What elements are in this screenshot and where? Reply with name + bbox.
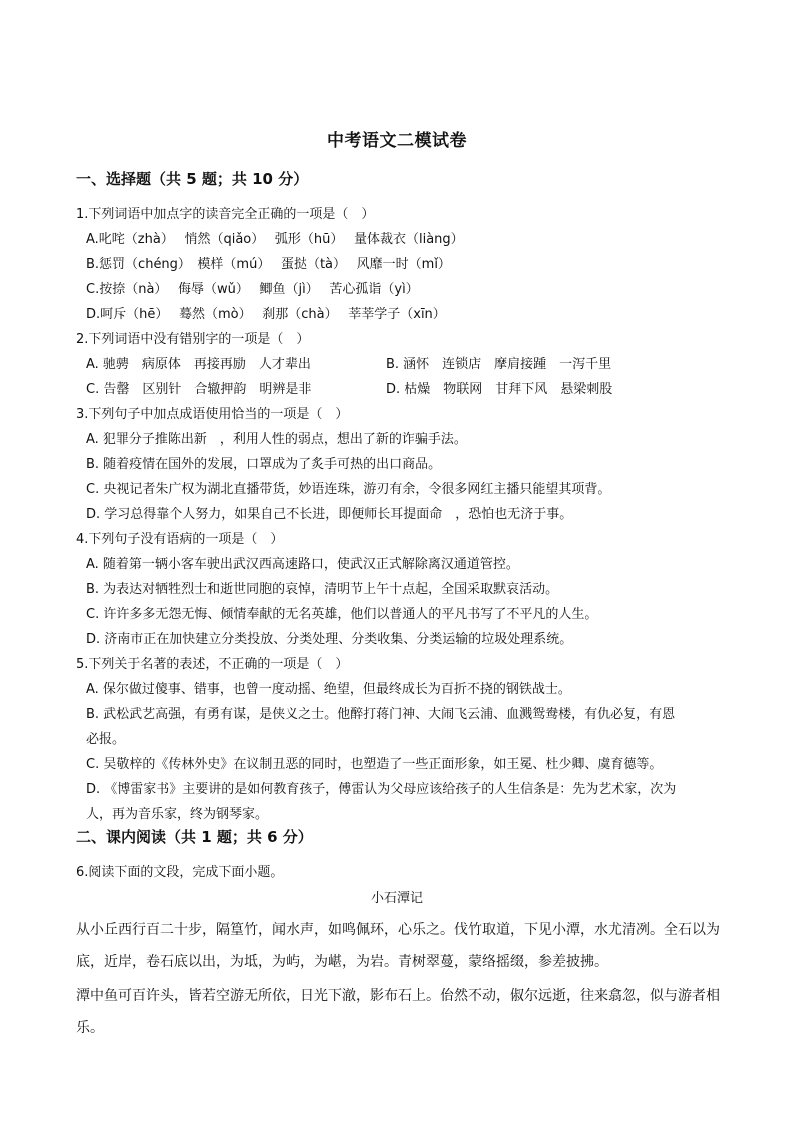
- question-6-stem: 6.阅读下面的文段，完成下面小题。: [76, 865, 284, 880]
- question-5-option-b-line1: B. 武松武艺高强，有勇有谋，是侠义之士。他醉打蒋门神、大闹飞云浦、血溅鸳鸯楼，有仇必复，有恩: [86, 707, 676, 722]
- question-5-option-a: A. 保尔做过傻事、错事，也曾一度动摇、绝望，但最终成长为百折不挠的钢铁战士。: [86, 682, 571, 697]
- question-1-option-c: C.按捺（nà） 侮辱（wǔ） 鲫鱼（jì） 苦心孤诣（yì）: [86, 282, 419, 297]
- question-3-option-b: B. 随着疫情在国外的发展，口罩成为了炙手可热的出口商品。: [86, 457, 442, 472]
- page-title: 中考语文二模试卷: [327, 131, 467, 151]
- section-heading-choice: 一、选择题（共 5 题；共 10 分）: [76, 170, 309, 188]
- question-2-stem: 2.下列词语中没有错别字的一项是（ ）: [76, 332, 310, 347]
- question-1-option-a: A.叱咤（zhà） 悄然（qiǎo） 弧形（hū） 量体裁衣（liàng）: [86, 232, 464, 247]
- question-1-option-d: D.呵斥（hē） 蓦然（mò） 刹那（chà） 莘莘学子（xīn）: [86, 307, 446, 322]
- passage-line-1: 从小丘西行百二十步，隔篁竹，闻水声，如鸣佩环，心乐之。伐竹取道，下见小潭，水尤清冽。全石以为: [76, 922, 720, 938]
- question-4-option-a: A. 随着第一辆小客车驶出武汉西高速路口，使武汉正式解除离汉通道管控。: [86, 557, 519, 572]
- question-5-stem: 5.下列关于名著的表述，不正确的一项是（ ）: [76, 657, 349, 672]
- passage-line-2: 底，近岸，卷石底以出，为坻，为屿，为嵁，为岩。青树翠蔓，蒙络摇缀，参差披拂。: [76, 954, 608, 970]
- question-5-option-d-line1: D. 《博雷家书》主要讲的是如何教育孩子，傅雷认为父母应该给孩子的人生信条是：先为艺术家，次为: [86, 782, 677, 797]
- passage-title: 小石潭记: [370, 891, 423, 906]
- question-4-stem: 4.下列句子没有语病的一项是（ ）: [76, 532, 284, 547]
- question-2-option-b: B. 涵怀 连锁店 摩肩接踵 一泻千里: [386, 357, 612, 372]
- question-4-option-c: C. 许许多多无怨无悔、倾情奉献的无名英雄，他们以普通人的平凡书写了不平凡的人生。: [86, 607, 598, 622]
- question-1-option-b: B.惩罚（chéng） 模样（mú） 蛋挞（tà） 风靡一时（mǐ）: [86, 257, 451, 272]
- question-4-option-b: B. 为表达对牺牲烈士和逝世同胞的哀悼，清明节上午十点起，全国采取默哀活动。: [86, 582, 559, 597]
- question-3-stem: 3.下列句子中加点成语使用恰当的一项是（ ）: [76, 407, 349, 422]
- question-2-option-d: D. 枯燥 物联网 甘拜下风 悬梁刺股: [386, 382, 613, 397]
- question-3-option-c: C. 央视记者朱广权为湖北直播带货，妙语连珠，游刃有余，令很多网红主播只能望其项背。: [86, 482, 611, 497]
- question-4-option-d: D. 济南市正在加快建立分类投放、分类处理、分类收集、分类运输的垃圾处理系统。: [86, 632, 573, 647]
- question-2-option-c: C. 告罄 区别针 合辙押韵 明辨是非: [86, 382, 312, 397]
- question-5-option-d-line2: 人，再为音乐家，终为钢琴家。: [86, 807, 269, 822]
- question-3-option-a: A. 犯罪分子推陈出新 ，利用人性的弱点，想出了新的诈骗手法。: [86, 432, 467, 447]
- question-2-option-a: A. 驰骋 病原体 再接再励 人才辈出: [86, 357, 311, 372]
- passage-line-4: 乐。: [76, 1020, 104, 1036]
- section-heading-reading: 二、课内阅读（共 1 题；共 6 分）: [76, 828, 313, 846]
- passage-line-3: 潭中鱼可百许头，皆若空游无所依，日光下澈，影布石上。佁然不动，俶尔远逝，往来翕忽，似与游者相: [76, 988, 720, 1004]
- question-5-option-b-line2: 必报。: [86, 732, 126, 747]
- question-3-option-d: D. 学习总得靠个人努力，如果自己不长进，即便师长耳提面命 ，恐怕也无济于事。: [86, 507, 573, 522]
- question-1-stem: 1.下列词语中加点字的读音完全正确的一项是（ ）: [76, 207, 375, 222]
- question-5-option-c: C. 吴敬梓的《传林外史》在议制丑恶的同时，也塑造了一些正面形象，如王冕、杜少卿、虞育德等。: [86, 757, 663, 772]
